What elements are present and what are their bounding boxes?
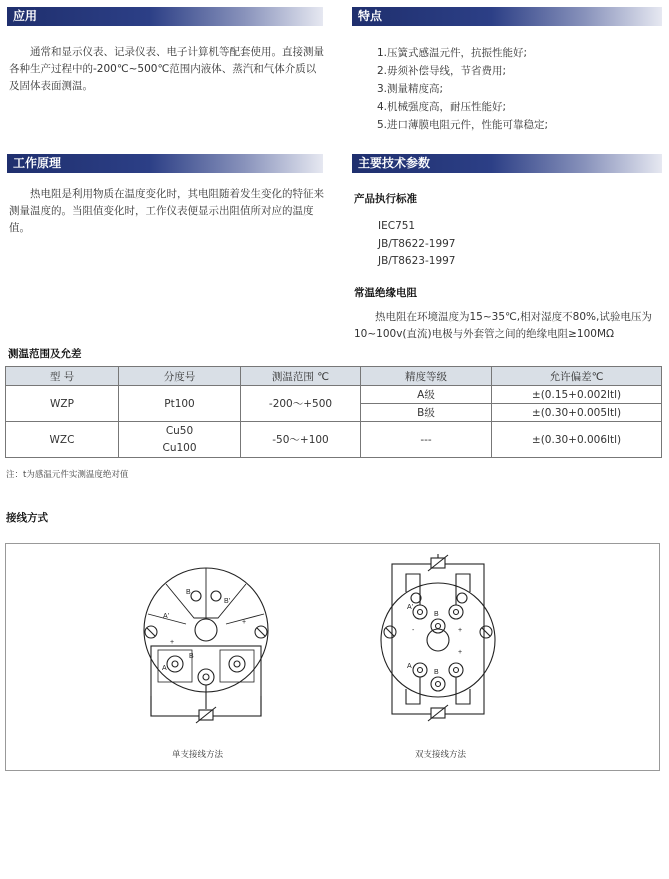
col-header-deviation: 允许偏差℃	[492, 367, 662, 386]
specs-title: 主要技术参数	[358, 156, 431, 170]
standard-item: JB/T8622-1997	[378, 237, 456, 250]
cell-deviation: ±(0.30+0.005ltl)	[492, 404, 662, 422]
label-plus: +	[170, 639, 175, 646]
feature-item: 4.机械强度高，耐压性能好;	[377, 101, 507, 113]
cell-range: -200～+500	[241, 386, 361, 422]
label-b: B	[434, 669, 439, 676]
features-list	[377, 44, 548, 134]
label-plus: +	[458, 649, 463, 656]
standard-item: IEC751	[378, 220, 416, 232]
cell-model: WZP	[6, 386, 119, 422]
screw-icon	[145, 626, 157, 638]
table-note: 注：t为感温元件实测温度绝对值	[6, 470, 129, 480]
cell-model: WZC	[6, 422, 119, 458]
col-header-model: 型 号	[6, 367, 119, 386]
cell-graduation	[119, 422, 241, 458]
label-plus: +	[242, 619, 247, 626]
standards-list	[378, 218, 455, 271]
wiring-diagram-box	[5, 543, 660, 771]
wiring-diagrams	[6, 544, 661, 772]
cell-graduation-line: Cu50	[165, 424, 194, 437]
range-table-heading: 测温范围及允差	[8, 348, 82, 360]
table-row	[6, 422, 662, 458]
col-header-grade: 精度等级	[361, 367, 492, 386]
section-header-specs	[352, 154, 662, 173]
label-plus: +	[458, 627, 463, 634]
cell-graduation-line: Cu100	[162, 441, 197, 454]
feature-item: 5.进口薄膜电阻元件，性能可靠稳定;	[377, 119, 549, 131]
section-header-features	[352, 7, 662, 26]
single-wiring-diagram	[144, 568, 268, 723]
cell-deviation: ±(0.30+0.006ltl)	[492, 422, 662, 458]
col-header-graduation: 分度号	[119, 367, 241, 386]
double-wiring-diagram	[381, 554, 495, 721]
screw-icon	[480, 626, 492, 638]
single-wiring-caption: 单支接线方法	[172, 750, 224, 760]
range-table	[5, 366, 662, 458]
col-header-range: 测温范围 ℃	[241, 367, 361, 386]
label-a: A	[407, 663, 412, 670]
principle-text: 热电阻是利用物质在温度变化时，其电阻随着发生变化的特征来测量温度的。当阻值变化时，工作仪表便显示出阻值所对应的温度值。	[9, 188, 324, 234]
label-a-prime: A'	[163, 613, 170, 620]
feature-item: 1.压簧式感温元件，抗振性能好;	[377, 47, 528, 59]
table-header-row	[6, 367, 662, 386]
label-b-prime: B'	[224, 598, 231, 605]
standard-heading: 产品执行标准	[354, 193, 417, 205]
cell-range: -50～+100	[241, 422, 361, 458]
application-title: 应用	[13, 9, 38, 23]
insulation-text: 热电阻在环境温度为15~35℃,相对湿度不80%,试验电压为10~100v(直流)电极与外套管之间的绝缘电阻≥100MΩ	[354, 311, 652, 340]
features-title: 特点	[358, 9, 383, 23]
label-minus: -	[412, 627, 415, 634]
cell-deviation: ±(0.15+0.002ltl)	[492, 386, 662, 404]
feature-item: 2.毋须补偿导线，节省费用;	[377, 65, 507, 77]
screw-icon	[255, 626, 267, 638]
double-wiring-caption: 双支接线方法	[415, 750, 467, 760]
label-a-prime: A'	[407, 604, 414, 611]
cell-graduation: Pt100	[119, 386, 241, 422]
table-row	[6, 386, 662, 404]
principle-title: 工作原理	[13, 156, 62, 170]
label-b: B	[434, 611, 439, 618]
cell-grade: A级	[361, 386, 492, 404]
label-b: B	[189, 653, 194, 660]
label-a: A	[162, 665, 167, 672]
feature-item: 3.测量精度高;	[377, 83, 444, 95]
cell-grade: B级	[361, 404, 492, 422]
wiring-heading: 接线方式	[6, 512, 48, 524]
insulation-heading: 常温绝缘电阻	[354, 287, 417, 299]
cell-grade: ---	[361, 422, 492, 458]
section-header-principle	[7, 154, 323, 173]
application-text: 通常和显示仪表、记录仪表、电子计算机等配套使用。直接测量各种生产过程中的-200℃~500℃范围内液体、蒸汽和气体介质以及固体表面测温。	[9, 46, 324, 92]
screw-icon	[384, 626, 396, 638]
standard-item: JB/T8623-1997	[378, 255, 456, 267]
section-header-application	[7, 7, 323, 26]
label-b: B	[186, 589, 191, 596]
